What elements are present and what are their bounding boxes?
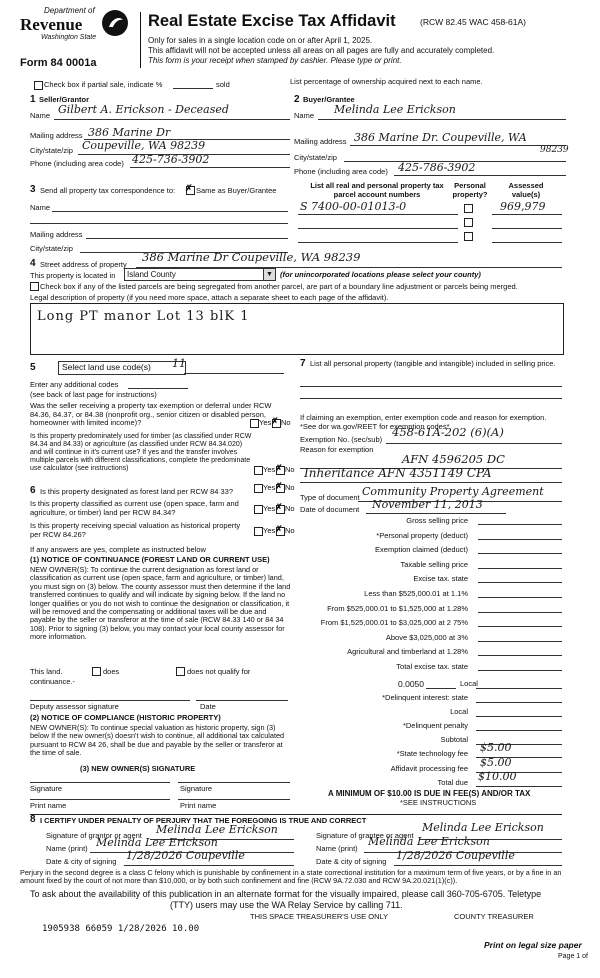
current-use-no-check-icon: ✗ (275, 502, 283, 512)
grantor-signature-label: Signature of grantor or agent (46, 831, 142, 840)
land-use-select-label: Select land use code(s) (62, 362, 151, 372)
new-owner-signature-2[interactable] (178, 782, 290, 783)
section8-number: 8 (30, 814, 36, 825)
local-rate: 0.0050 (398, 679, 424, 689)
signature-label-1: Signature (30, 784, 63, 793)
legal-paper-note: Print on legal size paper (484, 940, 582, 950)
reason-value-2[interactable]: Inheritance AFN 4351149 CPA (304, 466, 492, 480)
buyer-mailing-label: Mailing address (294, 137, 347, 146)
local-2-label: Local (450, 707, 468, 716)
tech-fee-value[interactable]: $5.00 (480, 741, 512, 754)
boundary-checkbox[interactable] (30, 282, 39, 291)
current-use-no-label: No (285, 504, 295, 513)
exemption-number-label: Exemption No. (sec/sub) (300, 435, 383, 444)
forest-question: Is this property designated as forest land per RCW 84 33? (40, 487, 234, 496)
exemption-question: Was the seller receiving a property tax exemption or deferral under RCW 84.36, 84.37, or 84.38 (nonprofit org., senior citizen or disabled person, homeowner with limited income)? (30, 401, 272, 428)
ownership-note: List percentage of ownership acquired next to each name. (290, 77, 483, 86)
grantor-date-city-label: Date & city of signing (46, 857, 117, 866)
calc-row-label: Exemption claimed (deduct) (375, 545, 468, 555)
form-subtitle-2: This affidavit will not be accepted unless all areas on all pages are fully and accurately completed. (148, 46, 495, 55)
compliance-notice-body: NEW OWNER(S): To continue special valuation as historic property, sign (3) below If the new owner(s) doesn't wish to continue, all additional tax calculated pursuant to RCW 84 26, shall be due and payable by the seller or transferor at the time of sale. (30, 723, 285, 758)
grantee-signature-label: Signature of grantee or agent (316, 831, 414, 840)
section8-divider (30, 814, 562, 815)
local-label: Local (460, 679, 478, 688)
new-owner-signature-heading: (3) NEW OWNER(S) SIGNATURE (80, 764, 196, 773)
historic-yes-label: Yes (263, 526, 276, 535)
historic-no-check-icon: ✗ (275, 524, 283, 534)
seller-city-label: City/state/zip (30, 146, 73, 155)
calc-row-value[interactable] (478, 603, 562, 613)
print-name-label-2: Print name (180, 801, 217, 810)
tech-fee-label: *State technology fee (396, 749, 468, 758)
does-not-label: does not qualify for (187, 667, 251, 676)
street-value[interactable]: 386 Marine Dr Coupeville, WA 98239 (142, 250, 361, 264)
land-use-value[interactable]: 11 (172, 357, 186, 370)
forest-no-check-icon: ✗ (275, 481, 283, 491)
if-yes-instructions: If any answers are yes, complete as instructed below (30, 545, 206, 554)
forest-yes-label: Yes (263, 483, 276, 492)
dor-revenue-text: Revenue (20, 15, 83, 34)
does-checkbox[interactable] (92, 667, 101, 676)
does-label: does (103, 667, 120, 676)
signature-label-2: Signature (180, 784, 213, 793)
dor-logo (8, 6, 128, 56)
additional-codes-field[interactable] (128, 388, 188, 389)
grantee-name-print-label: Name (print) (316, 844, 358, 853)
seller-city-value[interactable]: Coupeville, WA 98239 (82, 139, 206, 152)
does-not-checkbox[interactable] (176, 667, 185, 676)
processing-fee-label: Affidavit processing fee (390, 764, 468, 773)
buyer-section (294, 94, 569, 176)
accessibility-line-2: (TTY) users may use the WA Relay Service by calling 711. (170, 900, 403, 910)
q2-no-label: No (285, 465, 295, 474)
delinquent-penalty-field[interactable] (476, 730, 562, 731)
buyer-name-value[interactable]: Melinda Lee Erickson (334, 103, 456, 116)
local-2-field[interactable] (476, 716, 562, 717)
dor-state-text: Washington State (41, 34, 97, 41)
this-land-label: This land. (30, 667, 63, 676)
grantor-date-city-value[interactable]: 1/28/2026 Coupeville (126, 849, 245, 862)
perjury-notice: Perjury in the second degree is a class C felony which is punishable by confinement in a state correctional institution for a maximum term of five years, or by a fine in an amount fixed by the court of not more than $10,000, or by both such confinement and fine (RCW 9A.72.030 and RCW 9A.20.021(1)(c)). (20, 868, 562, 886)
calc-row-value[interactable] (478, 588, 562, 598)
calc-row-value[interactable] (478, 515, 562, 525)
dor-swoosh-icon (102, 10, 128, 36)
form-rcw: (RCW 82.45 WAC 458-61A) (420, 17, 526, 27)
seller-name-label: Name (30, 111, 51, 120)
calc-row-value[interactable] (478, 632, 562, 642)
buyer-city-label: City/state/zip (294, 153, 337, 162)
q1-yes-checkbox[interactable] (250, 419, 259, 428)
seller-phone-value[interactable]: 425-736-3902 (132, 153, 210, 166)
buyer-zip-value[interactable]: 98239 (540, 145, 569, 155)
calc-row-label: Agricultural and timberland at 1.28% (347, 647, 468, 657)
personal-property-checkbox-2[interactable] (464, 218, 473, 227)
current-use-yes-label: Yes (263, 504, 276, 513)
deputy-signature-label: Deputy assessor signature (30, 702, 119, 711)
calc-row-value[interactable] (478, 559, 562, 569)
county-select-value: Island County (127, 270, 176, 279)
partial-sale-percent-field[interactable] (173, 88, 213, 89)
section3-number: 3 (30, 184, 36, 195)
continuance-notice-heading: (1) NOTICE OF CONTINUANCE (FOREST LAND OR CURRENT USE) (30, 555, 270, 564)
legal-description-label: Legal description of property (if you need more space, attach a separate sheet to each page of the affidavit). (30, 293, 389, 302)
buyer-phone-label: Phone (including area code) (294, 167, 388, 176)
calc-row-value[interactable] (478, 646, 562, 656)
calc-row-label: From $525,000.01 to $1,525,000 at 1.28% (327, 603, 468, 613)
seller-mailing-value[interactable]: 386 Marine Dr (88, 126, 171, 139)
calc-row-label: *Personal property (deduct) (376, 530, 468, 540)
print-name-label-1: Print name (30, 801, 67, 810)
cashier-stamp: 1905938 66059 1/28/2026 10.00 (42, 924, 200, 934)
processing-fee-value[interactable]: $5.00 (480, 756, 512, 769)
treasurer-use-label: THIS SPACE TREASURER'S USE ONLY (250, 912, 389, 921)
seller-heading: Seller/Grantor (39, 95, 90, 104)
delinquent-interest-field[interactable] (476, 702, 562, 703)
seller-phone-label: Phone (including area code) (30, 159, 124, 168)
current-use-yes-checkbox[interactable] (254, 505, 263, 514)
grantor-name-print-value[interactable]: Melinda Lee Erickson (96, 836, 218, 849)
buyer-phone-value[interactable]: 425-786-3902 (398, 161, 476, 174)
continuance-notice-body: NEW OWNER(S): To continue the current designation as forest land or classification as current use (open space, farm and agriculture, or timber) land, you must sign on (3) below. The county assessor must then determine if the land transferred continues to qualify and will indicate by signing below. If the land no longer qualifies or you do not wish to continue the designation or classification, it will be removed and the compensating or additional taxes will be due and payable by the seller or transferor at the time of sale (RCW 84.33 140 or 84 34 108). Prior to signing (3) below, you may contact your local county assessor for more information. (30, 565, 291, 642)
deputy-date-field[interactable] (196, 700, 288, 701)
calc-row-label: Total excise tax. state (396, 662, 468, 671)
assessed-value-1[interactable]: 969,979 (500, 200, 546, 213)
reason-value-1[interactable]: AFN 4596205 DC (402, 452, 505, 466)
seller-number: 1 (30, 94, 36, 105)
grantor-name-print-label: Name (print) (46, 844, 88, 853)
see-back-note: (see back of last page for instructions) (30, 390, 157, 399)
q2-yes-checkbox[interactable] (254, 466, 263, 475)
q2-yes-label: Yes (263, 465, 276, 474)
historic-question: Is this property receiving special valuation as historical property per RCW 84.26? (30, 521, 241, 539)
header-divider (140, 12, 141, 68)
new-owner-print-1[interactable] (30, 799, 170, 800)
buyer-heading: Buyer/Grantee (303, 95, 355, 104)
partial-sale-label: Check box if partial sale, indicate % (44, 80, 163, 89)
calc-row-value[interactable] (478, 544, 562, 554)
section7-number: 7 (300, 358, 306, 369)
calc-row-label: Taxable selling price (400, 559, 468, 569)
personal-property-header: Personal property? (452, 181, 488, 199)
local-tax-field[interactable] (476, 688, 562, 689)
doc-date-label: Date of document (300, 505, 360, 514)
assessed-value-header: Assessed value(s) (508, 181, 544, 199)
section3-mailing-field[interactable] (86, 238, 288, 239)
continuance-label: continuance.- (30, 677, 76, 686)
q1-yes-label: Yes (259, 418, 272, 427)
personal-property-heading: List all personal property (tangible and intangible) included in selling price. (310, 359, 556, 368)
forest-no-label: No (285, 483, 295, 492)
seller-name-value[interactable]: Gilbert A. Erickson - Deceased (58, 103, 229, 116)
see-instructions-note: *SEE INSTRUCTIONS (400, 798, 477, 807)
calc-row-value[interactable] (478, 617, 562, 627)
exemption-number-value[interactable]: 458-61A-202 (6)(A) (392, 425, 504, 439)
section3-city-label: City/state/zip (30, 244, 73, 253)
calc-row-label: From $1,525,000.01 to $3,025,000 at 2 75% (320, 618, 468, 628)
historic-yes-checkbox[interactable] (254, 527, 263, 536)
partial-sale-sold-label: sold (216, 80, 230, 89)
section3-name-field[interactable] (52, 211, 288, 212)
total-due-value[interactable]: $10.00 (478, 770, 517, 783)
current-use-question: Is this property classified as current use (open space, farm and agriculture, or timber) land per RCW 84.34? (30, 499, 239, 517)
form-title: Real Estate Excise Tax Affidavit (148, 12, 396, 30)
forest-yes-checkbox[interactable] (254, 484, 263, 493)
same-as-buyer-label: Same as Buyer/Grantee (196, 186, 277, 195)
calc-row-value[interactable] (478, 661, 562, 671)
buyer-name-label: Name (294, 111, 315, 120)
partial-sale-checkbox[interactable] (34, 81, 43, 90)
grantee-name-print-value[interactable]: Melinda Lee Erickson (368, 835, 490, 848)
buyer-number: 2 (294, 94, 300, 105)
boundary-note: Check box if any of the listed parcels are being segregated from another parcel, are part of a boundary line adjustment or parcels being merged. (40, 282, 518, 291)
delinquent-interest-label: *Delinquent interest: state (382, 693, 468, 702)
timber-question: Is this property predominately used for timber (as classified under RCW 84.34 and 84.33) or agriculture (as classified under RCW 84.34.020) and will continue in it's current use? If yes and the transfer involves multiple parcels with different classifications, complete the predominate use calculator (see instructions) (30, 433, 252, 473)
minimum-fee-note: A MINIMUM OF $10.00 IS DUE IN FEE(S) AND/OR TAX (328, 789, 531, 798)
compliance-notice-heading: (2) NOTICE OF COMPLIANCE (HISTORIC PROPERTY) (30, 713, 221, 722)
grantee-signature-value[interactable]: Melinda Lee Erickson (422, 821, 544, 834)
grantee-date-city-label: Date & city of signing (316, 857, 387, 866)
exemption-intro: If claiming an exemption, enter exemption code and reason for exemption. *See dor wa.gov/REET for exemption codes* (300, 413, 547, 431)
section3-label: Send all property tax correspondence to: (40, 186, 176, 195)
county-treasurer-label: COUNTY TREASURER (454, 912, 534, 921)
parcel-header: List all real and personal property tax parcel account numbers (310, 181, 444, 199)
deputy-signature-field[interactable] (30, 700, 190, 701)
form-number: Form 84 0001a (20, 57, 97, 69)
county-note: (for unincorporated locations please select your county) (280, 270, 481, 279)
q1-no-label: No (281, 418, 291, 427)
parcel-number-1[interactable]: S 7400-00-01013-0 (300, 200, 407, 213)
calc-row-value[interactable] (478, 530, 562, 540)
county-select[interactable] (124, 268, 276, 281)
deputy-date-label: Date (200, 702, 216, 711)
new-owner-print-2[interactable] (178, 799, 290, 800)
county-label: This property is located in (30, 271, 116, 280)
seller-mailing-label: Mailing address (30, 131, 83, 140)
personal-property-checkbox-3[interactable] (464, 232, 473, 241)
doc-type-value[interactable]: Community Property Agreement (362, 485, 544, 498)
calc-row-label: Gross selling price (406, 516, 468, 525)
section4-number: 4 (30, 258, 36, 269)
same-as-buyer-check-icon: ✗ (185, 183, 193, 193)
reason-label: Reason for exemption (300, 445, 374, 454)
certify-heading: I CERTIFY UNDER PENALTY OF PERJURY THAT THE FOREGOING IS TRUE AND CORRECT (40, 816, 367, 825)
legal-description-value: Long PT manor Lot 13 blK 1 (37, 309, 250, 324)
section3-mailing-label: Mailing address (30, 230, 83, 239)
additional-codes-label: Enter any additional codes (30, 380, 119, 389)
legal-description-box[interactable] (30, 303, 564, 355)
doc-date-value[interactable]: November 11, 2013 (372, 498, 483, 511)
calc-row-label: Above $3,025,000 at 3% (385, 632, 468, 642)
personal-property-checkbox-1[interactable] (464, 204, 473, 213)
calc-row-label: Less than $525,000.01 at 1.1% (364, 589, 468, 598)
section5-number: 5 (30, 362, 36, 373)
doc-type-label: Type of document (300, 493, 360, 502)
street-label: Street address of property (40, 260, 127, 269)
subtotal-label: Subtotal (440, 735, 468, 744)
section6-number: 6 (30, 485, 36, 496)
accessibility-line-1: To ask about the availability of this publication in an alternate format for the visually impaired, please call 360-705-6705. Teletype (30, 889, 542, 899)
land-use-select[interactable] (58, 361, 186, 375)
form-subtitle-1: Only for sales in a single location code on or after April 1, 2025. (148, 36, 373, 45)
calc-row-label: Excise tax. state (413, 574, 468, 584)
grantee-date-city-value[interactable]: 1/28/2026 Coupeville (396, 849, 515, 862)
q2-no-check-icon: ✗ (275, 463, 283, 473)
historic-no-label: No (285, 526, 295, 535)
grantor-signature-value[interactable]: Melinda Lee Erickson (156, 823, 278, 836)
buyer-mailing-value[interactable]: 386 Marine Dr. Coupeville, WA (354, 131, 527, 144)
calc-row-value[interactable] (478, 573, 562, 583)
total-due-label: Total due (437, 778, 468, 787)
page-number: Page 1 of (558, 953, 588, 960)
q1-no-check-icon: ✗ (271, 416, 279, 426)
chevron-down-icon: ▼ (263, 269, 275, 280)
form-subtitle-3: This form is your receipt when stamped by cashier. Please type or print. (148, 56, 402, 65)
new-owner-signature-1[interactable] (30, 782, 170, 783)
delinquent-penalty-label: *Delinquent penalty (402, 721, 468, 730)
seller-section (30, 94, 290, 176)
dor-dept-text: Department of (44, 6, 95, 15)
section3-name-label: Name (30, 203, 51, 212)
